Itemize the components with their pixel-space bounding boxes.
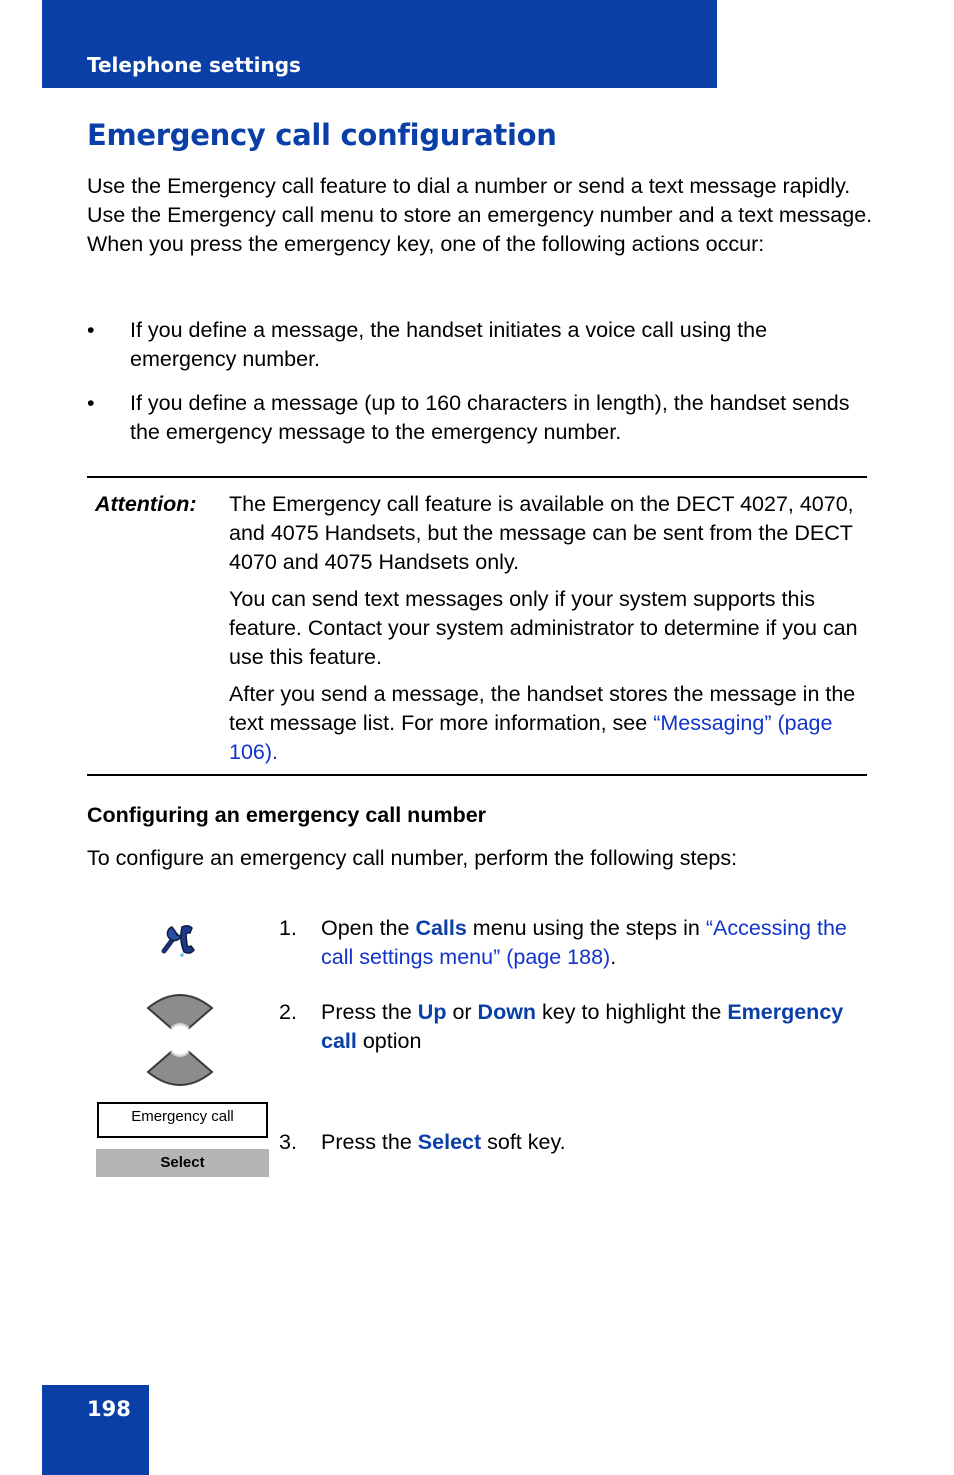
bullet-marker: • — [87, 391, 95, 415]
emergency-call-keyword: Emergency call — [321, 1000, 844, 1053]
down-keyword: Down — [477, 1000, 537, 1024]
header-bar — [42, 0, 717, 88]
attention-paragraph: You can send text messages only if your system supports this feature. Contact your system administrator to determine if you can use this feature. — [229, 587, 858, 669]
attention-paragraph — [229, 680, 869, 767]
bullet-text: If you define a message, the handset initiates a voice call using the emergency number. — [130, 318, 768, 371]
intro-paragraph: Use the Emergency call feature to dial a number or send a text message rapidly. Use the Emergency call menu to store an emergency number and a text message. When you press the emergency key, one of the following actions occur: — [87, 174, 873, 256]
attention-bottom-rule — [87, 774, 867, 776]
display-menu-item: Emergency call — [97, 1102, 268, 1138]
up-keyword: Up — [417, 1000, 447, 1024]
step-3 — [279, 1128, 879, 1157]
step-1 — [279, 914, 879, 972]
bullet-marker: • — [87, 318, 95, 342]
step-text-part: soft key. — [481, 1130, 566, 1154]
bullet-text: If you define a message (up to 160 characters in length), the handset sends the emergency message to the emergency number. — [130, 391, 850, 444]
call-settings-icon — [158, 921, 198, 959]
list-item — [87, 389, 877, 447]
call-settings-link[interactable]: “Accessing the call settings menu” (page 188) — [321, 916, 847, 969]
attention-text: After you send a message, the handset stores the message in the text message list. For more information, see — [229, 682, 856, 735]
step-2 — [279, 998, 879, 1056]
attention-paragraph: The Emergency call feature is available on the DECT 4027, 4070, and 4075 Handsets, but the message can be sent from the DECT 4070 and 4075 Handsets only. — [229, 492, 854, 574]
header-section-title: Telephone settings — [87, 53, 301, 77]
page-number-box — [42, 1385, 149, 1475]
section-heading: Configuring an emergency call number — [87, 803, 487, 827]
step-text-part: Open the — [321, 916, 416, 940]
step-text — [321, 1128, 879, 1157]
steps-intro: To configure an emergency call number, perform the following steps: — [87, 846, 738, 870]
step-text-part: Press the — [321, 1000, 418, 1024]
attention-top-rule — [87, 476, 867, 478]
calls-keyword: Calls — [415, 916, 467, 940]
step-text-part: Press the — [321, 1130, 418, 1154]
step-text-part: option — [356, 1029, 422, 1053]
step-number: 2. — [279, 1000, 297, 1024]
step-text — [321, 998, 879, 1056]
step-number: 3. — [279, 1130, 297, 1154]
select-keyword: Select — [417, 1130, 482, 1154]
step-text-part: menu using the steps in — [466, 916, 706, 940]
step-text-part: key to highlight the — [536, 1000, 728, 1024]
messaging-link[interactable]: “Messaging” (page 106) — [229, 711, 833, 764]
step-text-part: . — [610, 945, 617, 969]
attention-label: Attention: — [95, 492, 197, 516]
step-number: 1. — [279, 916, 297, 940]
page-title: Emergency call configuration — [87, 118, 557, 152]
link-period: . — [272, 740, 279, 764]
bullet-list — [87, 316, 877, 462]
list-item — [87, 316, 877, 374]
attention-body — [229, 490, 869, 775]
page-number: 198 — [87, 1397, 131, 1421]
step-text — [321, 914, 879, 972]
step-text-part: or — [446, 1000, 478, 1024]
select-softkey[interactable]: Select — [96, 1149, 269, 1177]
navigation-keys-icon — [145, 990, 215, 1090]
